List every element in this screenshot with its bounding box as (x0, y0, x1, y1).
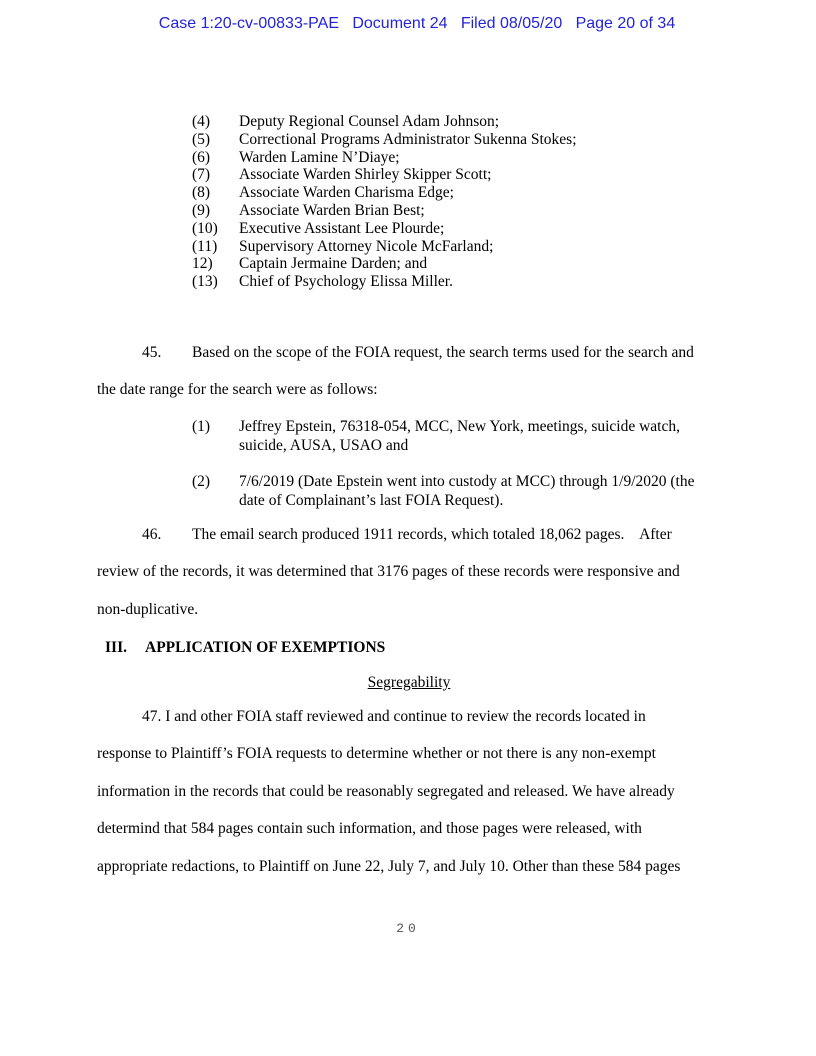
list-item-text: Executive Assistant Lee Plourde; (239, 219, 445, 237)
para-line: review of the records, it was determined that 3176 pages of these records were responsive and (97, 563, 680, 581)
list-item-num: 12) (192, 255, 213, 273)
section-title: APPLICATION OF EXEMPTIONS (145, 639, 386, 656)
search-term-text: 7/6/2019 (Date Epstein went into custody at MCC) through 1/9/2020 (the date of Complainant’s last FOIA Request). (239, 473, 695, 509)
list-item (192, 202, 577, 220)
list-item-num: (5) (192, 130, 211, 148)
list-item-text: Deputy Regional Counsel Adam Johnson; (239, 113, 500, 130)
list-item (192, 184, 577, 202)
list-item-num: (4) (192, 113, 211, 130)
search-term-num: (1) (192, 418, 211, 435)
list-item (192, 255, 577, 273)
list-item (192, 166, 577, 184)
section-heading (105, 637, 385, 659)
search-terms-list (192, 418, 694, 510)
page-number: 20 (396, 921, 420, 936)
para-line: determind that 584 pages contain such information, and those pages were released, with (97, 820, 642, 838)
list-item (192, 131, 577, 149)
paragraph-47 (97, 698, 721, 885)
custodian-list (192, 113, 577, 291)
list-item (192, 273, 577, 291)
list-item-num: (8) (192, 184, 211, 202)
para-number: 45. (142, 344, 162, 361)
subsection-heading (97, 672, 721, 694)
list-item (192, 238, 577, 256)
para-line: 45. Based on the scope of the FOIA request, the search terms used for the search and (97, 334, 721, 371)
para-line: information in the records that could be reasonably segregated and released. We have already (97, 782, 675, 800)
list-item-text: Captain Jermaine Darden; and (239, 255, 428, 273)
list-item-text: Warden Lamine N’Diaye; (239, 148, 400, 166)
list-item-text: Chief of Psychology Elissa Miller. (239, 273, 453, 291)
para-line: 46. The email search produced 1911 records, which totaled 18,062 pages. After (97, 516, 721, 553)
para-line: the date range for the search were as follows: (97, 381, 378, 399)
list-item-num: (7) (192, 166, 211, 184)
list-item-num: (13) (192, 273, 218, 291)
para-line: appropriate redactions, to Plaintiff on June 22, July 7, and July 10. Other than these 584 pages (97, 857, 681, 875)
list-item-text: Associate Warden Charisma Edge; (239, 184, 454, 202)
search-term-num: (2) (192, 473, 211, 490)
search-term-text: Jeffrey Epstein, 76318-054, MCC, New York, meetings, suicide watch, suicide, AUSA, USAO and (239, 418, 680, 454)
list-item (192, 149, 577, 167)
list-item (192, 220, 577, 238)
para-line: non-duplicative. (97, 600, 199, 618)
case-stamp: Case 1:20-cv-00833-PAE Document 24 Filed 08/05/20 Page 20 of 34 (158, 15, 676, 32)
list-item-text: Correctional Programs Administrator Sukenna Stokes; (239, 130, 577, 148)
subsection-title: Segregability (367, 674, 451, 691)
para-line: 47. I and other FOIA staff reviewed and continue to review the records located in (142, 708, 646, 725)
search-term-item (192, 418, 694, 455)
section-number: III. (105, 639, 127, 656)
list-item-text: Supervisory Attorney Nicole McFarland; (239, 237, 494, 255)
list-item-text: Associate Warden Shirley Skipper Scott; (239, 166, 492, 184)
paragraph-45 (97, 334, 721, 409)
list-item-text: Associate Warden Brian Best; (239, 201, 425, 219)
paragraph-46 (97, 516, 721, 628)
list-item-num: (9) (192, 201, 211, 219)
list-item-num: (6) (192, 148, 211, 166)
list-item-num: (11) (192, 237, 218, 255)
search-term-item (192, 473, 694, 510)
list-item-num: (10) (192, 219, 218, 237)
list-item (192, 113, 577, 131)
para-number: 46. (142, 526, 162, 543)
para-line: response to Plaintiff’s FOIA requests to determine whether or not there is any non-exempt (97, 745, 656, 763)
